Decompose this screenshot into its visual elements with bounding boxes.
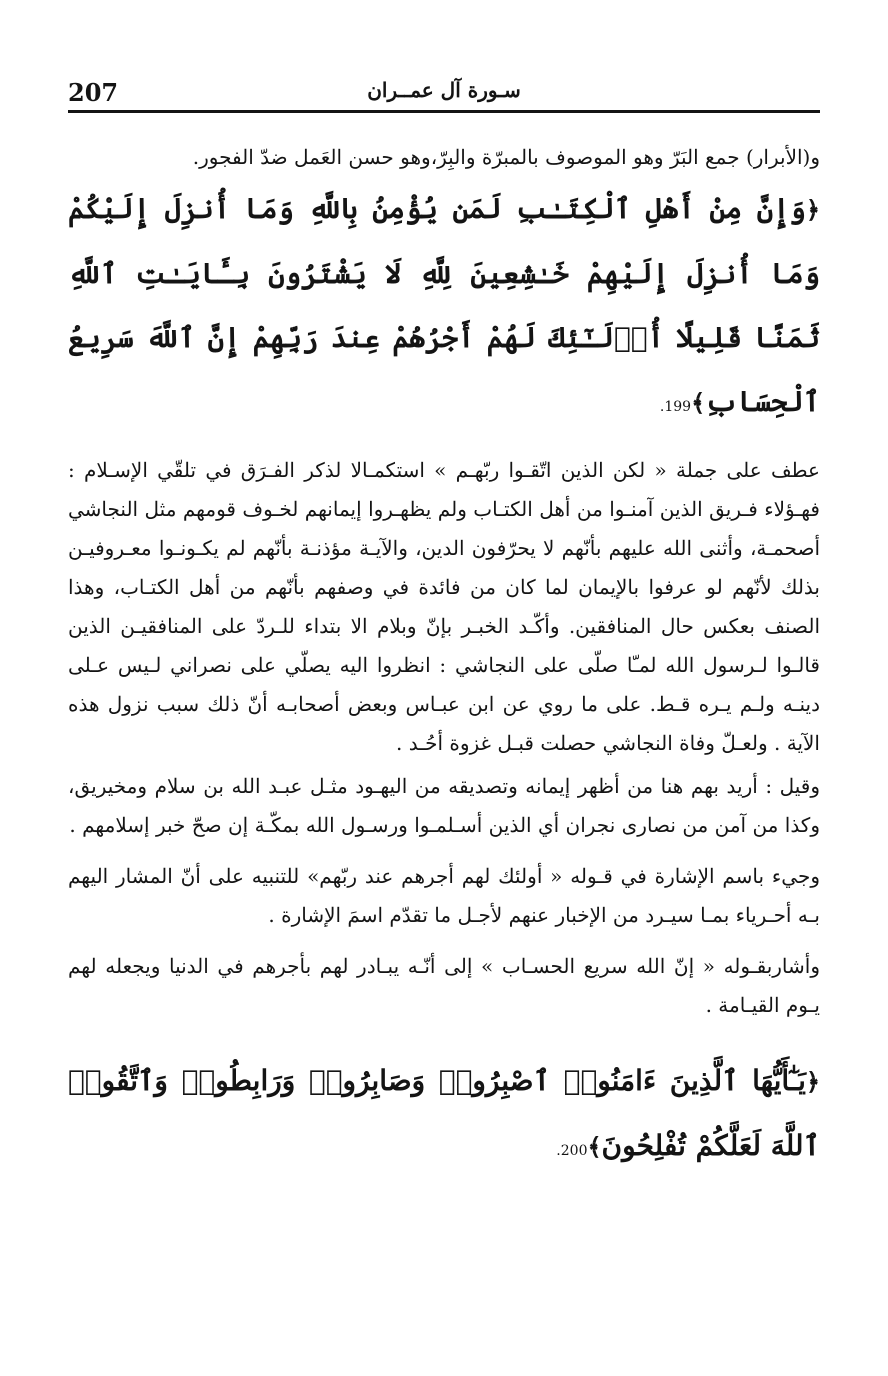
ornament-close-icon: ﴾ bbox=[691, 388, 706, 417]
header-rule bbox=[68, 110, 820, 113]
verse-200-text: يَـٰٓأَيُّهَا ٱلَّذِينَ ءَامَنُوا۟ ٱصْبِرُوا۟ وَصَابِرُوا۟ وَرَابِطُوا۟ وَٱتَّقُوا۟ ٱللَّهَ لَعَلَّكُمْ تُفْلِحُونَ bbox=[68, 1064, 820, 1162]
commentary-paragraph-1: عطف على جملة « لكن الذين اتّقـوا ربّهـم » استكمـالا لذكر الفـرَق في تلقّي الإسـلام : فهـؤلاء فـريق الذين آمنـوا من أهل الكتـاب ولم يظهـروا إيمانهم لخـوف قومهم مثل النجاشي أصحمـة، وأثنى الله عليهم بأنّهم لا يحرّفون الدين، والآيـة مؤذنـة بأنّهم لم يكـونـوا معـروفيـن بذلك لأنّهم لو عرفوا بالإيمان لما كان من فائدة في وصفهم بأنّهم من أهل الكتـاب، وهذا الصنف بعكس حال المنافقين. وأكّـد الخبـر بإنّ وبلام الا بتداء للـردّ على المنافقيـن الذين قالـوا لـرسول الله لمـّا صلّى على النجاشي : انظروا اليه يصلّي على نصراني لـيس عـلى دينـه ولـم يـره قـط. على ما روي عن ابن عبـاس وبعض أصحابـه أنّ ذلك سبب نزول هذه الآية . ولعـلّ وفاة النجاشي حصلت قبـل غزوة أحُـد . bbox=[68, 458, 820, 755]
ornament-open-icon: ﴿ bbox=[805, 1067, 820, 1096]
spacer bbox=[68, 1025, 820, 1049]
verse-200-number: 200. bbox=[556, 1143, 588, 1159]
commentary-paragraph-2: وقيل : أريد بهم هنا من أظهر إيمانه وتصديقه من اليهـود مثـل عبـد الله بن سلام ومخيريق، وكذا من آمن من نصارى نجران أي الذين أسـلمـوا ورسـول الله بمكّـة إن صحّ خبر إسلامهم . bbox=[68, 774, 820, 837]
intro-note: و(الأبرار) جمع البَرّ وهو الموصوف بالمبرّة والبِرّ،وهو حسن العَمل ضدّ الفجور. bbox=[192, 145, 820, 169]
spacer bbox=[68, 935, 820, 947]
commentary-paragraph-3: وجيء باسم الإشارة في قـوله « أولئك لهم أجرهم عند ربّهم» للتنبيه على أنّ المشار اليهم بـه أحـرياء بمـا سيـرد من الإخبار عنهم لأجـل ما تقدّم اسمَ الإشارة . bbox=[68, 864, 820, 927]
spacer bbox=[68, 439, 820, 451]
surah-title: سـورة آل عمــران bbox=[367, 78, 521, 102]
ornament-close-icon: ﴾ bbox=[587, 1132, 602, 1161]
commentary-paragraph-4: وأشاربقـوله « إنّ الله سريع الحسـاب » إلى أنّـه يبـادر لهم بأجرهم في الدنيا ويجعله لهم يـوم القيـامة . bbox=[68, 954, 820, 1017]
quran-verse-199 bbox=[68, 177, 820, 439]
quran-verse-200 bbox=[68, 1049, 820, 1183]
ornament-open-icon: ﴿ bbox=[805, 195, 820, 224]
spacer bbox=[68, 845, 820, 857]
page-content bbox=[68, 138, 820, 1183]
page-number: 207 bbox=[68, 78, 119, 107]
verse-199-number: 199. bbox=[659, 399, 692, 415]
verse-199-text: وَإِنَّ مِنْ أَهْلِ ٱلْكِتَـٰبِ لَمَن يُؤْمِنُ بِاللَّهِ وَمَا أُنزِلَ إِلَيْكُمْ وَمَا أُنزِلَ إِلَيْهِمْ خَـٰشِعِينَ لِلَّهِ لَا يَشْتَرُونَ بِـَٔايَـٰتِ ٱللَّهِ ثَمَنًا قَلِيلًا أُو۟لَـٰٓئِكَ لَهُمْ أَجْرُهُمْ عِندَ رَبِّهِمْ إِنَّ ٱللَّهَ سَرِيعُ ٱلْحِسَابِ bbox=[68, 192, 820, 418]
